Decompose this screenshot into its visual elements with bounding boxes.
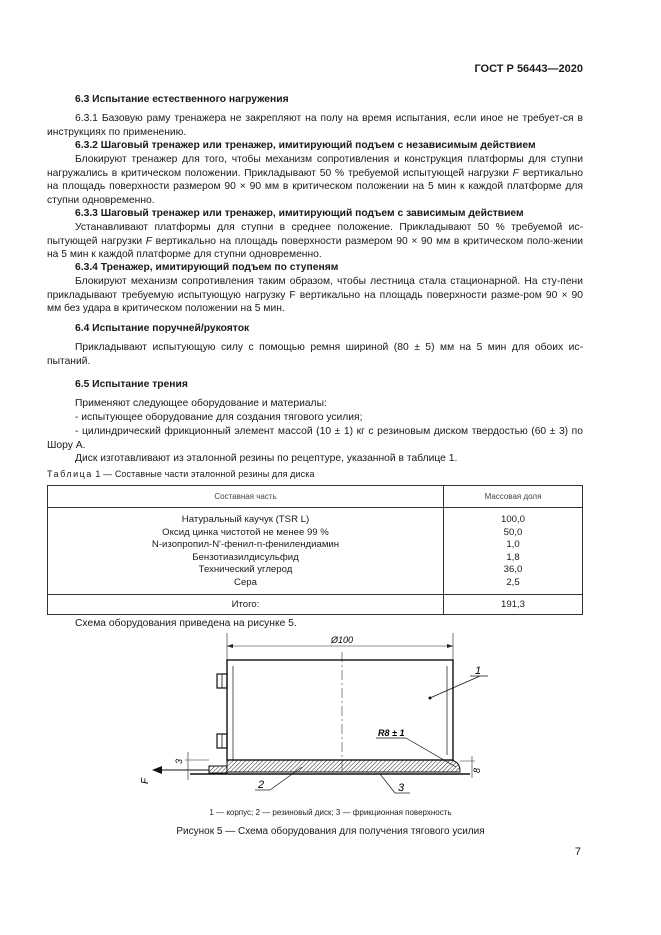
figure-title: Рисунок 5 — Схема оборудования для получения тягового усилия <box>176 826 485 837</box>
arrow-icon <box>227 644 233 648</box>
table-body-row <box>48 508 583 595</box>
component-names-cell <box>48 508 444 595</box>
paragraph-6-3-2: Блокируют тренажер для того, чтобы механизм сопротивления и конструкция платформы для ступни нагружались в критическом положении. Прикладывают 50 % требуемой испытующей нагрузки F вертикально на площадь поверхности размером 90 × 90 мм в критическом положении на 5 мин к каждой платформе для ступни одновременно. <box>47 154 584 206</box>
arrow-icon <box>447 644 453 648</box>
table-cell: Технический углерод <box>198 564 293 576</box>
list-item-equipment: - испытующее оборудование для создания тягового усилия; <box>75 412 363 423</box>
paragraph-6-3-4: Блокируют механизм сопротивления таким образом, чтобы лестница стала стационарной. На сту-пени прикладывают требуемую испытующую нагрузку F вертикально на площадь поверхности разме-ром 90 × 90 мм без удара в критическом положении на 5 мин. <box>47 276 583 315</box>
radius-label: R8 ± 1 <box>378 728 405 738</box>
column-header-component: Составная часть <box>48 486 444 508</box>
section-6-5-title: 6.5 Испытание трения <box>75 379 188 390</box>
leader-dot <box>429 697 432 700</box>
total-value: 191,3 <box>444 594 583 614</box>
table-total-row <box>48 594 583 614</box>
body-outline <box>227 660 453 760</box>
page-number: 7 <box>574 846 581 858</box>
paragraph-6-4: Прикладывают испытующую силу с помощью ремня шириной (80 ± 5) мм на 5 мин для обоих ис-пытаний. <box>47 342 583 367</box>
section-6-4-title: 6.4 Испытание поручней/рукояток <box>75 323 250 334</box>
table-cell: N-изопропил-N'-фенил-n-фенилендиамин <box>151 539 340 551</box>
table-cell: Сера <box>234 576 257 588</box>
pull-attachment <box>209 766 227 773</box>
table-cell: Натуральный каучук (TSR L) <box>181 514 310 525</box>
table-header-row <box>48 486 583 508</box>
label-2: 2 <box>258 779 265 791</box>
total-label: Итого: <box>48 594 444 614</box>
table-cell: 1,8 <box>506 551 520 563</box>
section-6-3-4-title: 6.3.4 Тренажер, имитирующий подъем по ступеням <box>75 262 339 273</box>
table-cell: 36,0 <box>503 564 523 576</box>
section-6-3-3-title: 6.3.3 Шаговый тренажер или тренажер, имитирующий подъем с зависимым действием <box>75 208 524 219</box>
list-item-friction-element: - цилиндрический фрикционный элемент массой (10 ± 1) кг с резиновым диском твердостью (60 ± 3) по Шору А. <box>47 426 583 451</box>
rubber-composition-table <box>47 485 583 615</box>
mass-fraction-cell <box>444 508 583 595</box>
figure-5-drawing <box>130 630 490 805</box>
table-cell: 100,0 <box>500 514 525 525</box>
paragraph-6-3-1: 6.3.1 Базовую раму тренажера не закрепляют на полу на время испытания, если иное не требует-ся в инструкциях по применению. <box>47 113 583 138</box>
section-6-3-2-title: 6.3.2 Шаговый тренажер или тренажер, имитирующий подъем с независимым действием <box>75 140 536 151</box>
label-3: 3 <box>398 782 405 794</box>
leader-1 <box>430 676 480 698</box>
table-caption: Таблица 1 — Составные части эталонной резины для диска <box>47 469 315 479</box>
arrow-left-icon <box>152 766 162 774</box>
force-label: F <box>140 777 151 784</box>
table-cell: 1,0 <box>506 539 520 551</box>
section-6-3-title: 6.3 Испытание естественного нагружения <box>75 94 289 105</box>
document-header: ГОСТ Р 56443—2020 <box>474 63 583 75</box>
paragraph-6-3-3: Устанавливают платформы для ступни в среднее положение. Прикладывают 50 % требуемой ис-пытующей нагрузки F вертикально на площадь поверхности размером 90 × 90 мм в критическом поло-жении на 5 мин к каждой платформе для ступни одновременно. <box>47 222 583 261</box>
table-cell: Оксид цинка чистотой не менее 99 % <box>162 526 329 538</box>
column-header-mass-fraction: Массовая доля <box>444 486 583 508</box>
leader-3 <box>380 774 395 793</box>
dimension-3-label: 3 <box>174 758 184 764</box>
dimension-8-label: 8 <box>472 767 482 773</box>
scheme-reference: Схема оборудования приведена на рисунке 5. <box>75 618 297 629</box>
label-1: 1 <box>475 665 482 677</box>
table-cell: Бензотиазилдисульфид <box>192 551 299 563</box>
figure-legend: 1 — корпус; 2 — резиновый диск; 3 — фрикционная поверхность <box>209 808 452 817</box>
paragraph-6-5-intro: Применяют следующее оборудование и материалы: <box>75 398 327 409</box>
table-cell: 2,5 <box>506 576 520 588</box>
diameter-label: Ø100 <box>330 635 354 645</box>
table-cell: 50,0 <box>503 526 523 538</box>
rubber-disk <box>227 760 460 772</box>
paragraph-6-5-disk: Диск изготавливают из эталонной резины по рецептуре, указанной в таблице 1. <box>75 453 458 464</box>
